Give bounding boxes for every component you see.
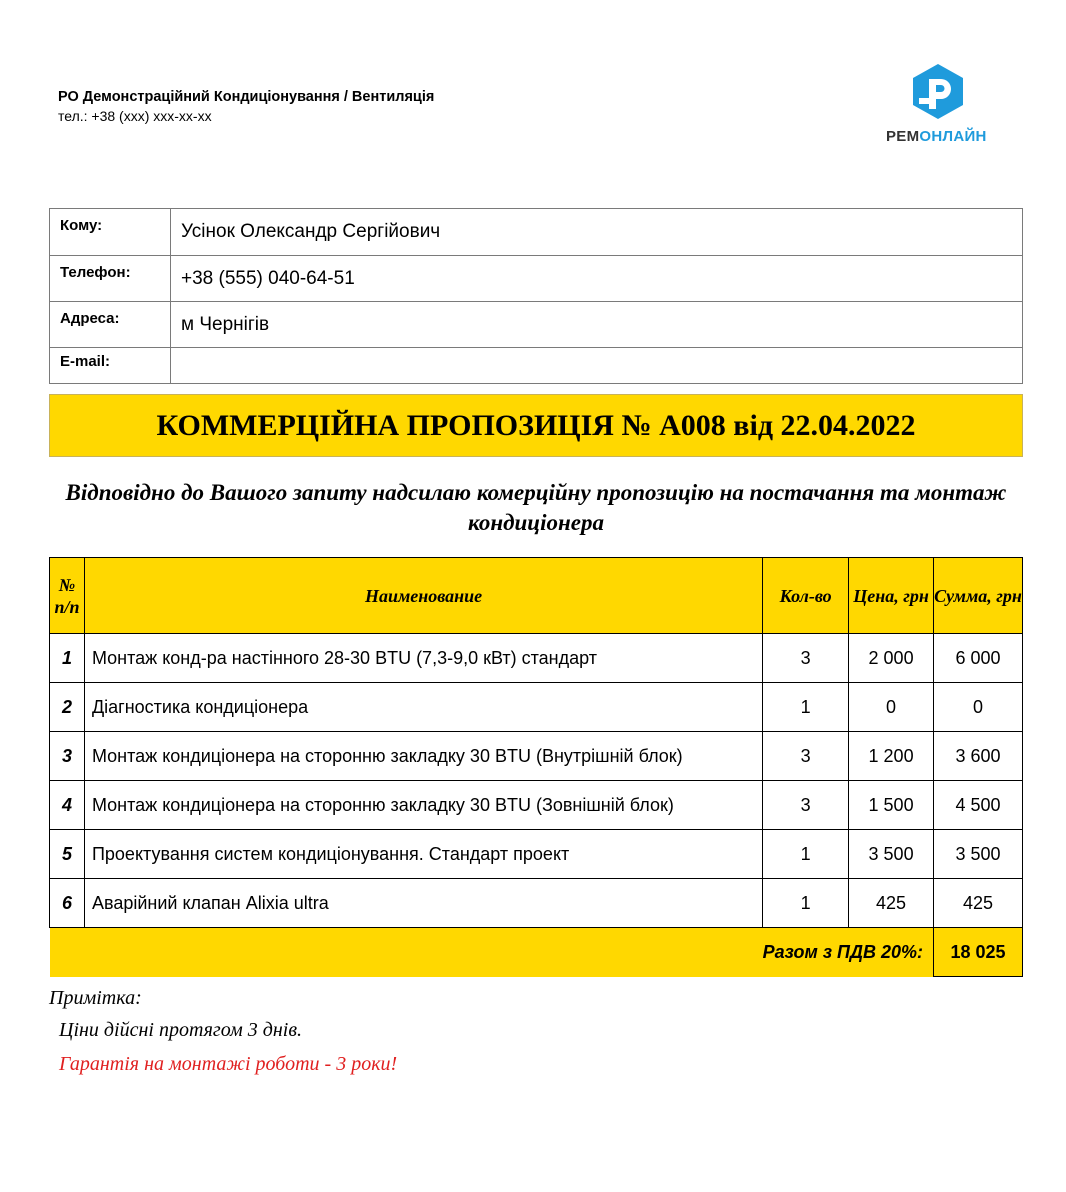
row-name: Проектування систем кондиціонування. Стандарт проект (84, 830, 762, 879)
client-value-email (171, 348, 1023, 384)
row-sum: 0 (934, 683, 1023, 732)
header-num: № п/п (50, 558, 85, 634)
row-price: 3 500 (849, 830, 934, 879)
note-validity: Ціни дійсні протягом 3 днів. (59, 1019, 303, 1041)
logo-text-online: ОНЛАЙН (919, 128, 987, 145)
items-table (49, 557, 1023, 977)
company-logo (886, 62, 990, 150)
client-row-phone (50, 256, 1023, 302)
row-qty: 3 (763, 781, 849, 830)
client-value-to: Усінок Олександр Сергійович (171, 209, 1023, 256)
row-num: 5 (50, 830, 85, 879)
company-phone: тел.: +38 (ххх) ххх-хх-хх (58, 108, 212, 124)
row-name: Аварійний клапан Alixia ultra (84, 879, 762, 928)
row-qty: 1 (763, 683, 849, 732)
table-row (50, 781, 1023, 830)
header-sum: Сумма, грн (934, 558, 1023, 634)
row-num: 2 (50, 683, 85, 732)
total-value: 18 025 (934, 928, 1023, 977)
row-name: Монтаж конд-ра настінного 28-30 BTU (7,3-9,0 кВт) стандарт (84, 634, 762, 683)
table-row (50, 879, 1023, 928)
row-price: 425 (849, 879, 934, 928)
table-row (50, 830, 1023, 879)
company-header (58, 89, 434, 124)
client-label-to: Кому: (50, 209, 171, 256)
note-warranty: Гарантія на монтажі роботи - 3 роки! (59, 1053, 398, 1075)
client-label-phone: Телефон: (50, 256, 171, 302)
notes-heading: Примітка: (49, 987, 142, 1009)
row-price: 2 000 (849, 634, 934, 683)
client-label-address: Адреса: (50, 302, 171, 348)
row-num: 6 (50, 879, 85, 928)
table-row (50, 732, 1023, 781)
row-sum: 4 500 (934, 781, 1023, 830)
client-label-email: E-mail: (50, 348, 171, 384)
row-name: Монтаж кондиціонера на сторонню закладку 30 BTU (Зовнішній блок) (84, 781, 762, 830)
total-label: Разом з ПДВ 20%: (50, 928, 934, 977)
row-qty: 1 (763, 830, 849, 879)
notes-section (49, 987, 397, 1076)
row-sum: 3 500 (934, 830, 1023, 879)
row-name: Монтаж кондиціонера на сторонню закладку 30 BTU (Внутрішній блок) (84, 732, 762, 781)
table-row (50, 634, 1023, 683)
row-num: 4 (50, 781, 85, 830)
row-qty: 1 (763, 879, 849, 928)
client-row-email (50, 348, 1023, 384)
offer-title: КОММЕРЦІЙНА ПРОПОЗИЦІЯ № А008 від 22.04.2022 (49, 394, 1023, 457)
header-price: Цена, грн (849, 558, 934, 634)
row-sum: 6 000 (934, 634, 1023, 683)
company-name: РО Демонстраційний Кондиціонування / Вентиляція (58, 89, 435, 105)
row-num: 3 (50, 732, 85, 781)
row-sum: 425 (934, 879, 1023, 928)
row-num: 1 (50, 634, 85, 683)
row-qty: 3 (763, 634, 849, 683)
remonline-logo-icon (910, 62, 966, 120)
client-value-address: м Чернігів (171, 302, 1023, 348)
header-qty: Кол-во (763, 558, 849, 634)
client-value-phone: +38 (555) 040-64-51 (171, 256, 1023, 302)
client-info-table (49, 208, 1023, 384)
client-row-address (50, 302, 1023, 348)
row-name: Діагностика кондиціонера (84, 683, 762, 732)
intro-text: Відповідно до Вашого запиту надсилаю комерційну пропозицію на постачання та монтаж кондиціонера (65, 480, 1007, 535)
table-header-row (50, 558, 1023, 634)
row-price: 1 500 (849, 781, 934, 830)
client-row-to (50, 209, 1023, 256)
row-price: 1 200 (849, 732, 934, 781)
table-row (50, 683, 1023, 732)
total-row (50, 928, 1023, 977)
row-price: 0 (849, 683, 934, 732)
row-qty: 3 (763, 732, 849, 781)
logo-text-rem: РЕМ (886, 128, 920, 145)
row-sum: 3 600 (934, 732, 1023, 781)
header-name: Наименование (84, 558, 762, 634)
